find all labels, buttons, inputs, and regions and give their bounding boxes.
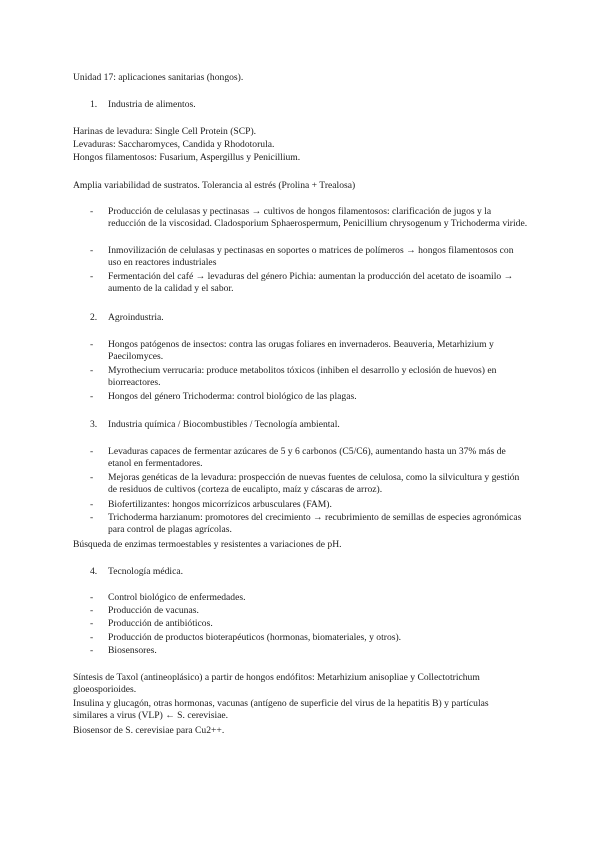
bullet-dash: - bbox=[90, 391, 94, 402]
bullet-text: Mejoras genéticas de la levadura: prospección de nuevas fuentes de celulosa, como la silvicultura y gestión de residuos de cultivos (corteza de eucalipto, maíz y cáscaras de arroz). bbox=[108, 472, 520, 496]
bullet-dash: - bbox=[90, 271, 94, 282]
paragraph: Biosensor de S. cerevisiae para Cu2++. bbox=[73, 725, 225, 736]
bullet-text: Trichoderma harzianum: promotores del crecimiento → recubrimiento de semillas de especies agronómicas para control de plagas agrícolas. bbox=[108, 512, 522, 536]
bullet-dash: - bbox=[90, 365, 94, 376]
section-number: 4. bbox=[90, 566, 98, 577]
section-heading: Industria química / Biocombustibles / Tecnología ambiental. bbox=[108, 419, 340, 430]
text-line: Búsqueda de enzimas termoestables y resistentes a variaciones de pH. bbox=[73, 539, 342, 550]
bullet-dash: - bbox=[90, 339, 94, 350]
bullet-dash: - bbox=[90, 605, 94, 616]
bullet-text: Producción de celulasas y pectinasas → cultivos de hongos filamentosos: clarificación de jugos y la reducción de la viscosidad. Cladosporium Sphaerospermum, Penicillium chrysogenum y Trichoderma viride. bbox=[108, 206, 528, 230]
bullet-dash: - bbox=[90, 206, 94, 217]
text-line: Hongos filamentosos: Fusarium, Aspergillus y Penicillium. bbox=[73, 152, 301, 163]
bullet-dash: - bbox=[90, 446, 94, 457]
bullet-dash: - bbox=[90, 245, 94, 256]
text-line: Levaduras: Saccharomyces, Candida y Rhodotorula. bbox=[73, 139, 275, 150]
section-heading: Industria de alimentos. bbox=[108, 99, 196, 110]
bullet-text: Biosensores. bbox=[108, 645, 157, 656]
bullet-dash: - bbox=[90, 618, 94, 629]
text-line: Amplia variabilidad de sustratos. Tolerancia al estrés (Prolina + Trealosa) bbox=[73, 180, 356, 191]
section-heading: Tecnología médica. bbox=[108, 566, 183, 577]
bullet-dash: - bbox=[90, 645, 94, 656]
bullet-text: Producción de vacunas. bbox=[108, 605, 199, 616]
section-number: 1. bbox=[90, 99, 98, 110]
section-number: 3. bbox=[90, 419, 98, 430]
bullet-dash: - bbox=[90, 632, 94, 643]
section-number: 2. bbox=[90, 312, 98, 323]
bullet-text: Biofertilizantes: hongos micorrízicos arbusculares (FAM). bbox=[108, 499, 332, 510]
bullet-text: Producción de productos bioterapéuticos (hormonas, biomateriales, y otros). bbox=[108, 632, 402, 643]
bullet-text: Inmovilización de celulasas y pectinasas en soportes o matrices de polímeros → hongos filamentosos con uso en reactores industriales bbox=[108, 245, 514, 269]
bullet-dash: - bbox=[90, 472, 94, 483]
text-line: Harinas de levadura: Single Cell Protein (SCP). bbox=[73, 126, 257, 137]
document-title: Unidad 17: aplicaciones sanitarias (hongos). bbox=[73, 72, 244, 83]
bullet-dash: - bbox=[90, 512, 94, 523]
bullet-text: Myrothecium verrucaria: produce metabolitos tóxicos (inhiben el desarrollo y eclosión de huevos) en biorreactores. bbox=[108, 365, 497, 389]
paragraph: Insulina y glucagón, otras hormonas, vacunas (antígeno de superficie del virus de la hepatitis B) y partículas similares a virus (VLP) ← S. cerevisiae. bbox=[73, 698, 489, 722]
bullet-text: Levaduras capaces de fermentar azúcares de 5 y 6 carbonos (C5/C6), aumentando hasta un 37% más de etanol en fermentadores. bbox=[108, 446, 506, 470]
section-heading: Agroindustria. bbox=[108, 312, 164, 323]
bullet-text: Hongos del género Trichoderma: control biológico de las plagas. bbox=[108, 391, 357, 402]
bullet-text: Hongos patógenos de insectos: contra las orugas foliares en invernaderos. Beauveria, Metarhizium y Paecilomyces. bbox=[108, 339, 494, 363]
bullet-text: Control biológico de enfermedades. bbox=[108, 592, 246, 603]
bullet-dash: - bbox=[90, 592, 94, 603]
bullet-dash: - bbox=[90, 499, 94, 510]
bullet-text: Fermentación del café → levaduras del género Pichia: aumentan la producción del acetato de isoamilo → aumento de la calidad y el sabor. bbox=[108, 271, 514, 295]
paragraph: Síntesis de Taxol (antineoplásico) a partir de hongos endófitos: Metarhizium anisopliae y Collectotrichum gloeosporioides. bbox=[73, 672, 480, 696]
bullet-text: Producción de antibióticos. bbox=[108, 618, 213, 629]
